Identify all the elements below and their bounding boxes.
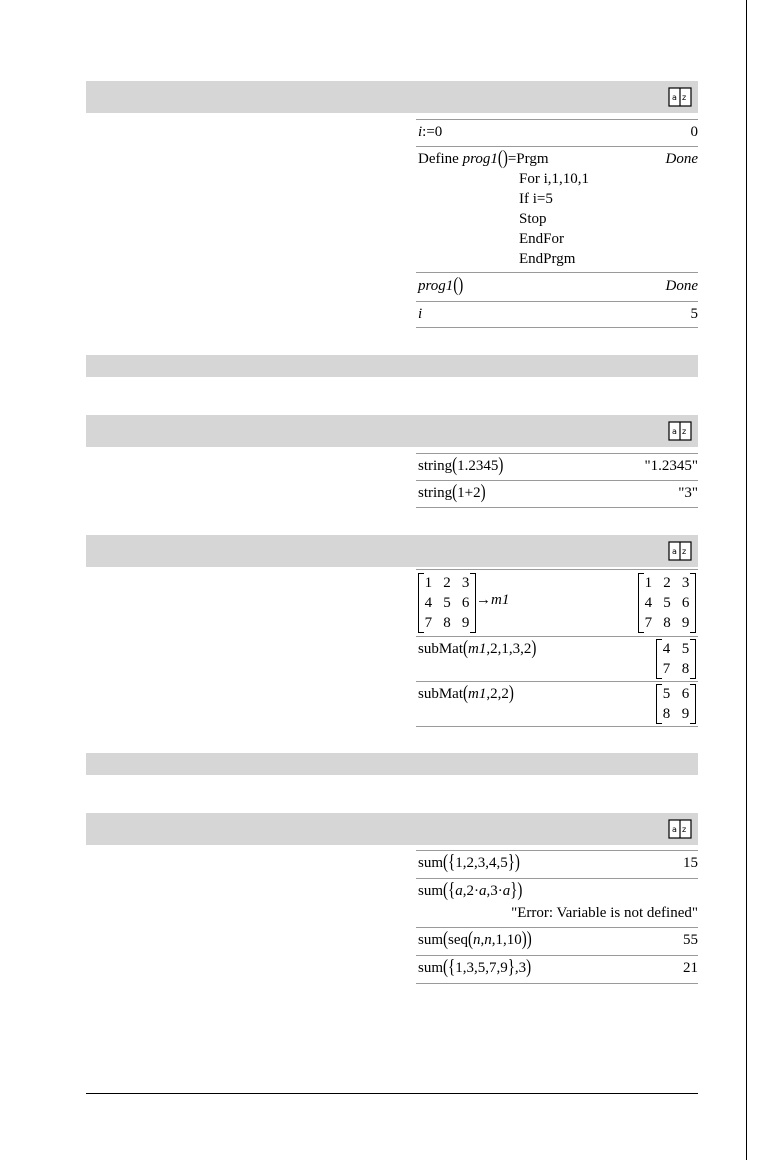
section-header-bar [86,813,698,845]
matrix-result: 5 6 8 9 [656,684,696,724]
function-name: subMat [418,641,463,657]
book-icon [668,86,692,108]
matrix-result: 1 2 3 4 5 6 7 8 9 [638,573,696,633]
program-line: Stop [519,211,547,227]
result-value: 15 [683,855,698,871]
svg-text:z: z [682,93,687,102]
function-name: string [418,458,453,474]
book-icon [668,420,692,442]
calc-row: subMat(m1,2,2) 5 6 8 9 [416,682,698,727]
svg-text:a: a [672,93,677,102]
svg-text:a: a [672,547,677,556]
calc-row: string(1.2345) "1.2345" [416,453,698,481]
function-name: sum [418,855,444,871]
section-header-bar [86,535,698,567]
calculator-example [416,453,698,508]
result-value: Done [665,151,698,167]
calculator-example [416,119,698,328]
program-line: If i=5 [519,191,553,207]
calc-row [416,302,698,328]
matrix-input: 1 2 3 4 5 6 7 8 9 [418,573,476,633]
calc-row: subMat(m1,2,1,3,2) 4 5 7 8 [416,637,698,682]
result-value: 0 [690,124,698,140]
program-line: EndPrgm [519,251,576,267]
calc-row: sum(seq(n,n,1,10)) 55 [416,928,698,956]
section-divider-bar [86,753,698,775]
matrix-var: m1 [468,641,487,657]
result-value: "1.2345" [644,458,698,474]
program-line: EndFor [519,231,564,247]
error-message: "Error: Variable is not defined" [511,905,698,921]
function-name: sum [418,883,444,899]
svg-text:z: z [682,427,687,436]
calc-row: prog1() Done [416,273,698,302]
section-header-bar [86,415,698,447]
program-line: For i,1,10,1 [519,171,590,187]
program-name: prog1 [418,278,454,294]
book-icon [668,818,692,840]
calc-row: i:=0 0 [416,119,698,147]
calc-row: sum({a,2·a,3·a}) "Error: Variable is not defined" [416,879,698,928]
function-name: subMat [418,686,463,702]
calc-row [416,569,698,637]
calc-row: sum({1,3,5,7,9},3) 21 [416,956,698,984]
matrix-result: 4 5 7 8 [656,639,696,679]
book-icon [668,540,692,562]
matrix-var: m1 [468,686,487,702]
program-name: prog1 [462,151,498,167]
function-name: string [418,485,453,501]
store-arrow: → [476,592,491,608]
page-margin-rule [746,0,747,1160]
result-value: 55 [683,932,698,948]
calc-row: Define prog1()=Prgm Done For i,1,10,1 If i=5 Stop EndFor EndPrgm [416,147,698,273]
section-header-bar [86,81,698,113]
calc-row: sum({1,2,3,4,5}) 15 [416,850,698,879]
var-i: i [418,124,423,140]
svg-text:z: z [682,547,687,556]
calculator-example [416,850,698,984]
result-value: 21 [683,960,698,976]
section-divider-bar [86,355,698,377]
footer-rule [86,1093,698,1094]
result-value: 5 [690,306,698,322]
result-value: "3" [678,485,698,501]
svg-text:z: z [682,825,687,834]
calc-row: string(1+2) "3" [416,481,698,508]
function-name: sum [418,932,444,948]
var-i: i [418,306,423,322]
result-value: Done [665,278,698,294]
matrix-var: m1 [491,592,510,608]
function-name: seq [448,932,469,948]
calculator-example [416,569,698,727]
svg-text:a: a [672,825,677,834]
svg-text:a: a [672,427,677,436]
function-name: sum [418,960,444,976]
